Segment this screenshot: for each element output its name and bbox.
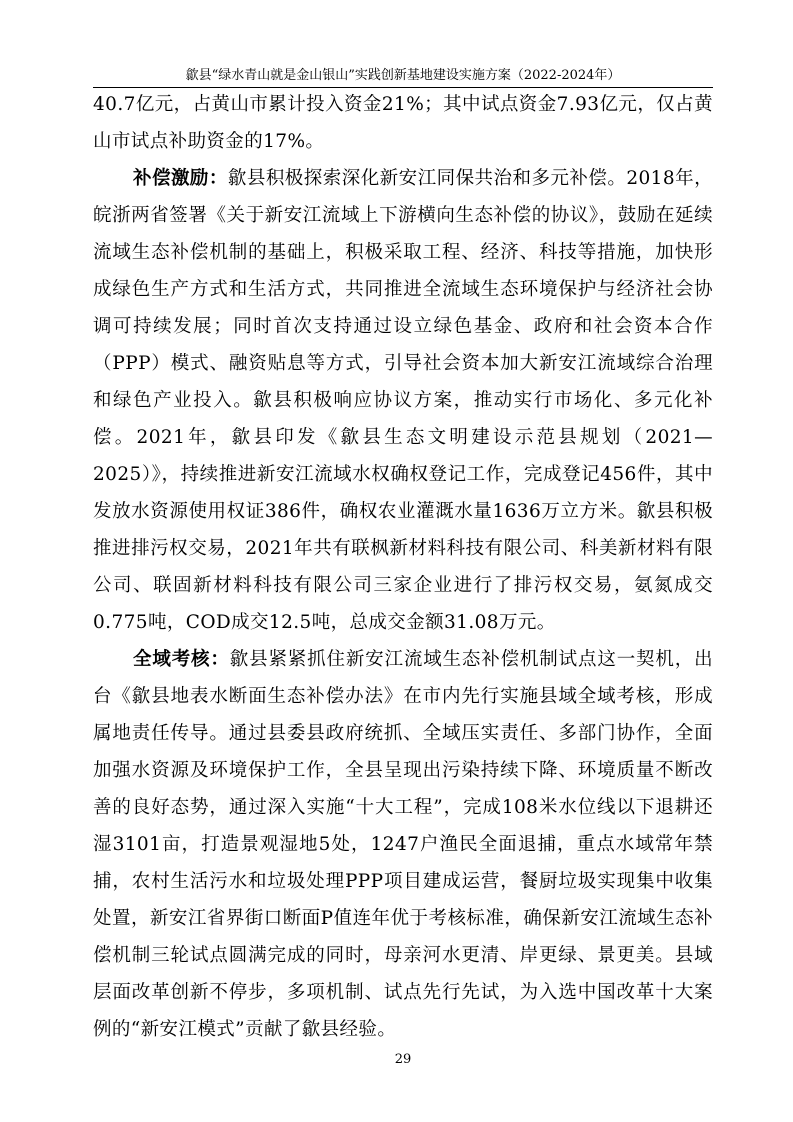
paragraph-continuation	[93, 86, 713, 160]
paragraph-heading: 全域考核：	[133, 649, 230, 670]
paragraph-compensation-incentive	[93, 160, 713, 641]
page-number: 29	[394, 1052, 412, 1067]
paragraph-text: 歙县紧紧抓住新安江流域生态补偿机制试点这一契机，出台《歙县地表水断面生态补偿办法》在市内先行实施县域全域考核，形成属地责任传导。通过县委县政府统抓、全域压实责任、多部门协作，全面加强水资源及环境保护工作，全县呈现出污染持续下降、环境质量不断改善的良好态势，通过深入实施“十大工程”，完成108米水位线以下退耕还湿3101亩，打造景观湿地5处，1247户渔民全面退捕，重点水域常年禁捕，农村生活污水和垃圾处理PPP项目建成运营，餐厨垃圾实现集中收集处置，新安江省界街口断面P值连年优于考核标准，确保新安江流域生态补偿机制三轮试点圆满完成的同时，母亲河水更清、岸更绿、景更美。县域层面改革创新不停步，多项机制、试点先行先试，为入选中国改革十大案例的“新安江模式”贡献了歙县经验。	[93, 649, 713, 1040]
paragraph-county-wide-assessment	[93, 641, 713, 1048]
paragraph-text: 40.7亿元，占黄山市累计投入资金21%；其中试点资金7.93亿元，仅占黄山市试点补助资金的17%。	[93, 94, 713, 152]
running-header: 歙县“绿水青山就是金山银山”实践创新基地建设实施方案（2022-2024年）	[185, 68, 621, 83]
paragraph-heading: 补偿激励：	[133, 168, 228, 189]
paragraph-text: 歙县积极探索深化新安江同保共治和多元补偿。2018年，皖浙两省签署《关于新安江流域上下游横向生态补偿的协议》，鼓励在延续流域生态补偿机制的基础上，积极采取工程、经济、科技等措施，加快形成绿色生产方式和生活方式，共同推进全流域生态环境保护与经济社会协调可持续发展；同时首次支持通过设立绿色基金、政府和社会资本合作（PPP）模式、融资贴息等方式，引导社会资本加大新安江流域综合治理和绿色产业投入。歙县积极响应协议方案，推动实行市场化、多元化补偿。2021年，歙县印发《歙县生态文明建设示范县规划（2021—2025）》，持续推进新安江流域水权确权登记工作，完成登记456件，其中发放水资源使用权证386件，确权农业灌溉水量1636万立方米。歙县积极推进排污权交易，2021年共有联枫新材料科技有限公司、科美新材料有限公司、联固新材料科技有限公司三家企业进行了排污权交易，氨氮成交0.775吨，COD成交12.5吨，总成交金额31.08万元。	[93, 168, 713, 633]
body-text	[93, 86, 713, 1048]
